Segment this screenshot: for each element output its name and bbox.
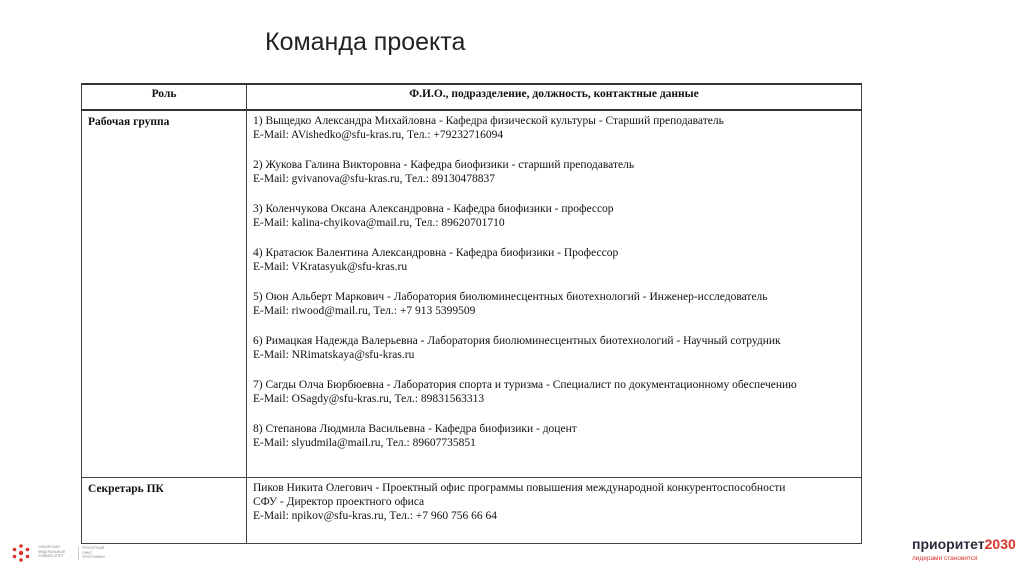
member-description: 3) Коленчукова Оксана Александровна - Кафедра биофизики - профессор: [253, 203, 614, 215]
member-contact: E-Mail: AVishedko@sfu-kras.ru, Тел.: +79232716094: [253, 129, 504, 141]
member-contact: E-Mail: kalina-chyikova@mail.ru, Тел.: 89620701710: [253, 217, 505, 229]
member-description: 6) Римацкая Надежда Валерьевна - Лаборатория биолюминесцентных биотехнологий - Научный сотрудник: [253, 335, 781, 347]
member-entry: [253, 158, 855, 186]
university-name: СИБИРСКИЙ ФЕДЕРАЛЬНЫЙ УНИВЕРСИТЕТ: [38, 545, 65, 558]
role-cell: Секретарь ПК: [82, 478, 247, 544]
brand-year: 2030: [984, 536, 1016, 552]
member-description: 2) Жукова Галина Викторовна - Кафедра биофизики - старший преподаватель: [253, 159, 635, 171]
header-role: Роль: [82, 84, 247, 110]
member-description: 4) Кратасюк Валентина Александровна - Кафедра биофизики - Профессор: [253, 247, 619, 259]
member-entry: [253, 290, 855, 318]
member-description: 7) Сагды Олча Бюрбюевна - Лаборатория спорта и туризма - Специалист по документационному обеспечению: [253, 379, 797, 391]
member-contact: E-Mail: riwood@mail.ru, Тел.: +7 913 5399509: [253, 305, 476, 317]
role-cell: Рабочая группа: [82, 110, 247, 478]
member-contact: E-Mail: OSagdy@sfu-kras.ru, Тел.: 89831563313: [253, 393, 485, 405]
member-description: 5) Оюн Альберт Маркович - Лаборатория биолюминесцентных биотехнологий - Инженер-исследователь: [253, 291, 768, 303]
brand-name-row: [912, 536, 1016, 552]
slide-title: Команда проекта: [265, 28, 466, 56]
secretary-cell: [247, 478, 862, 544]
secretary-position: СФУ - Директор проектного офиса: [253, 496, 425, 508]
member-contact: E-Mail: NRimatskaya@sfu-kras.ru: [253, 349, 415, 361]
team-table: [81, 83, 862, 544]
secretary-description: Пиков Никита Олегович - Проектный офис программы повышения международной конкурентоспособности: [253, 482, 786, 494]
member-entry: [253, 378, 855, 406]
member-contact: E-Mail: gvivanova@sfu-kras.ru, Тел.: 89130478837: [253, 173, 496, 185]
table-row-secretary: [82, 478, 862, 544]
member-entry: [253, 422, 855, 450]
university-logo: [8, 542, 108, 564]
project-office-name: ПРОЕКТНЫЙ ОФИС ПРОГРАММЫ: [78, 546, 112, 560]
member-entry: [253, 246, 855, 274]
priority-2030-logo: [912, 536, 1024, 566]
member-entry: [253, 202, 855, 230]
member-contact: E-Mail: VKratasyuk@sfu-kras.ru: [253, 261, 408, 273]
member-contact: E-Mail: slyudmila@mail.ru, Тел.: 89607735851: [253, 437, 476, 449]
brand-name: приоритет: [912, 536, 985, 552]
member-description: 1) Выщедко Александра Михайловна - Кафедра физической культуры - Старший преподаватель: [253, 115, 724, 127]
table-row-working-group: [82, 110, 862, 478]
flower-logo-icon: [8, 542, 34, 564]
member-description: 8) Степанова Людмила Васильевна - Кафедра биофизики - доцент: [253, 423, 577, 435]
member-entry: [253, 114, 855, 142]
header-details: Ф.И.О., подразделение, должность, контактные данные: [247, 84, 862, 110]
secretary-contact: E-Mail: npikov@sfu-kras.ru, Тел.: +7 960 756 66 64: [253, 510, 498, 522]
brand-tagline: лидерами становятся: [912, 555, 978, 562]
table-header-row: [82, 84, 862, 110]
member-entry: [253, 334, 855, 362]
members-cell: [247, 110, 862, 478]
